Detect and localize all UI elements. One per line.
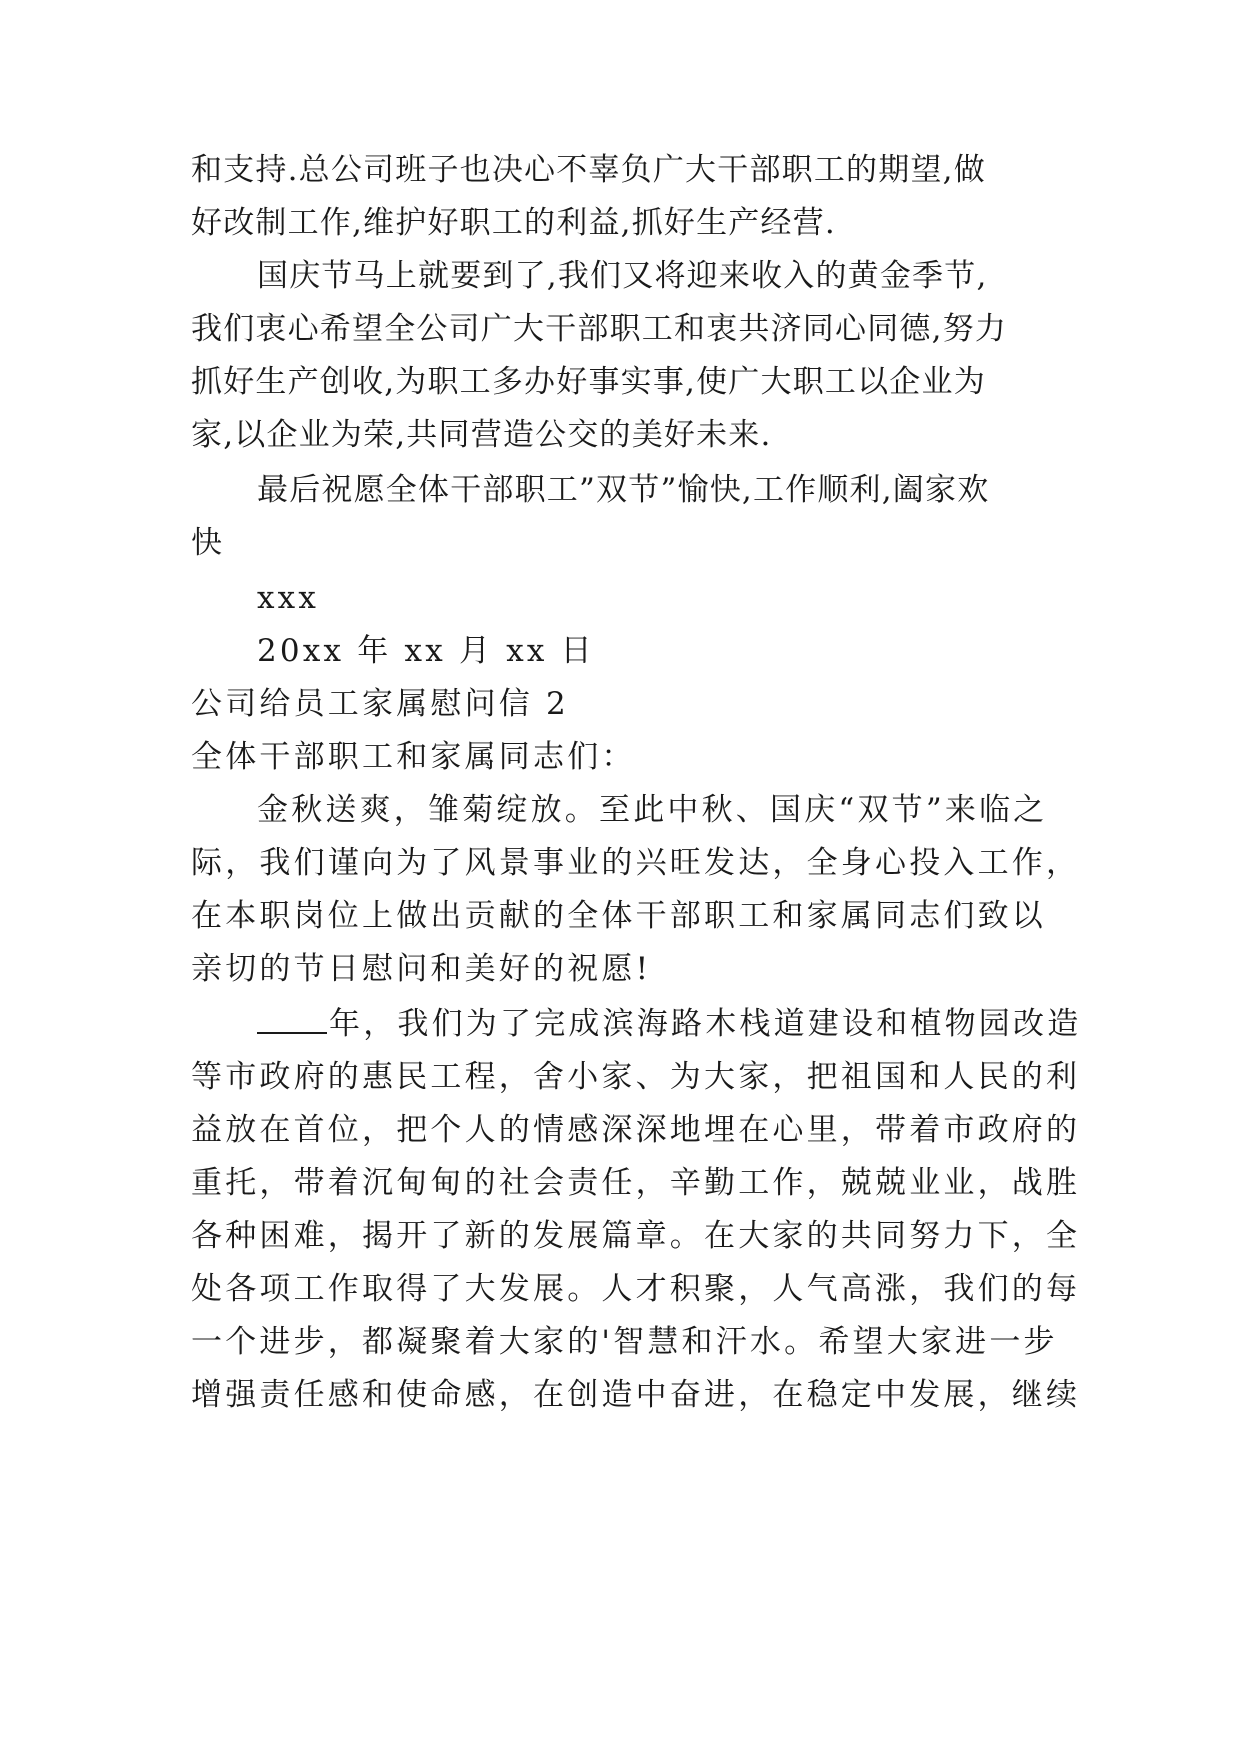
text-line: 好改制工作,维护好职工的利益,抓好生产经营. [191, 205, 836, 241]
text-line: 重托，带着沉甸甸的社会责任，辛勤工作，兢兢业业，战胜 [191, 1165, 1081, 1201]
text-line: 国庆节马上就要到了,我们又将迎来收入的黄金季节, [257, 258, 988, 294]
text-line: 际，我们谨向为了风景事业的兴旺发达，全身心投入工作， [191, 845, 1081, 881]
text-line: 等市政府的惠民工程，舍小家、为大家，把祖国和人民的利 [191, 1059, 1081, 1095]
text-line: 一个进步，都凝聚着大家的'智慧和汗水。希望大家进一步 [191, 1324, 1058, 1360]
text-line: 我们衷心希望全公司广大干部职工和衷共济同心同德,努力 [191, 311, 1008, 347]
text-line: 益放在首位，把个人的情感深深地埋在心里，带着市政府的 [191, 1112, 1081, 1148]
signature-name: xxx [257, 580, 320, 616]
text-line: 最后祝愿全体干部职工”双节”愉快,工作顺利,阖家欢 [257, 472, 990, 508]
text-line: 家,以企业为荣,共同营造公交的美好未来. [191, 417, 772, 453]
text-line-with-blank [257, 1004, 1081, 1044]
text-line: 增强责任感和使命感，在创造中奋进，在稳定中发展，继续 [191, 1377, 1081, 1413]
text-line: 年，我们为了完成滨海路木栈道建设和植物园改造 [329, 1006, 1082, 1042]
text-line: 亲切的节日慰问和美好的祝愿! [191, 951, 652, 987]
text-line: 金秋送爽，雏菊绽放。至此中秋、国庆“双节”来临之 [257, 792, 1048, 828]
text-line: 抓好生产创收,为职工多办好事实事,使广大职工以企业为 [191, 364, 986, 400]
letter-salutation: 全体干部职工和家属同志们： [191, 739, 636, 775]
blank-underline [257, 1008, 327, 1034]
letter-title: 公司给员工家属慰问信 2 [191, 686, 569, 722]
text-line: 和支持.总公司班子也决心不辜负广大干部职工的期望,做 [191, 152, 986, 188]
letter-date: 20xx 年 xx 月 xx 日 [257, 633, 595, 669]
text-line: 快 [191, 525, 226, 561]
text-line: 各种困难，揭开了新的发展篇章。在大家的共同努力下，全 [191, 1218, 1081, 1254]
text-line: 在本职岗位上做出贡献的全体干部职工和家属同志们致以 [191, 898, 1046, 934]
text-line: 处各项工作取得了大发展。人才积聚，人气高涨，我们的每 [191, 1271, 1081, 1307]
